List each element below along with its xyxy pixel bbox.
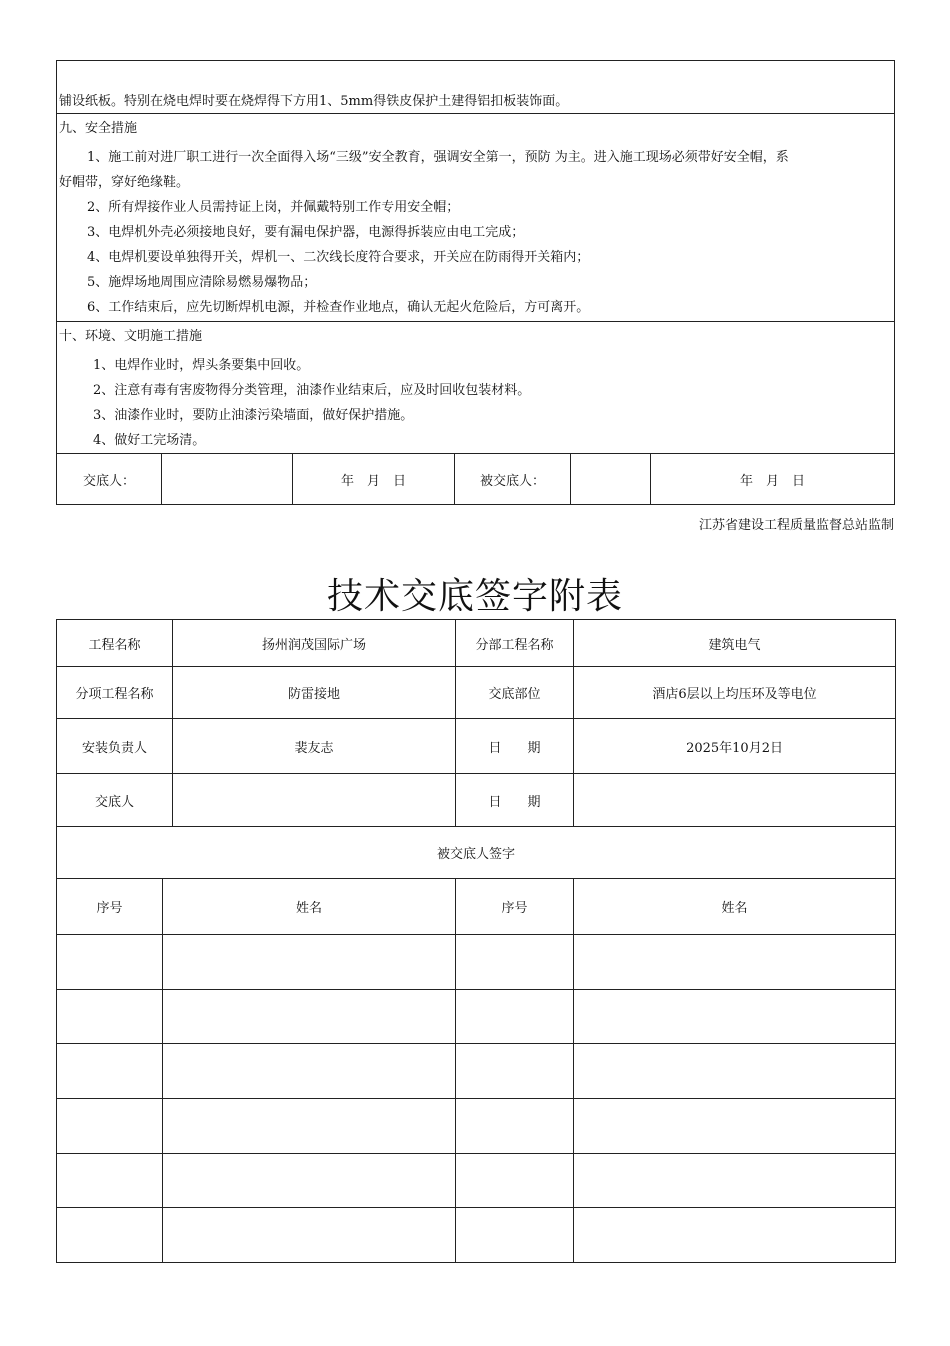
receiver-signature-field[interactable] bbox=[571, 454, 651, 505]
appendix-title: 技术交底签字附表 bbox=[326, 576, 623, 617]
sub-project-label: 分部工程名称 bbox=[456, 620, 574, 667]
construction-instructions-sheet bbox=[56, 60, 895, 505]
name-cell[interactable] bbox=[163, 990, 456, 1044]
table-row bbox=[57, 1099, 896, 1154]
item-row bbox=[57, 667, 896, 719]
seq-cell[interactable] bbox=[57, 1154, 163, 1208]
safety-item-5: 5、施焊场地周围应清除易燃易爆物品； bbox=[87, 275, 317, 290]
environment-item-1: 1、电焊作业时，焊头条要集中回收。 bbox=[93, 358, 310, 373]
date-label: 日 期 bbox=[456, 719, 574, 774]
handover-label-cell: 交底人 bbox=[57, 774, 173, 827]
sub-project-value[interactable]: 建筑电气 bbox=[574, 620, 896, 667]
seq-cell[interactable] bbox=[57, 990, 163, 1044]
environment-item-2: 2、注意有毒有害废物得分类管理，油漆作业结束后，应及时回收包装材料。 bbox=[93, 383, 531, 398]
receiver-date[interactable]: 年 月 日 bbox=[739, 474, 805, 489]
project-name-label: 工程名称 bbox=[57, 620, 173, 667]
installer-label: 安装负责人 bbox=[57, 719, 173, 774]
seq-cell[interactable] bbox=[456, 1154, 574, 1208]
installer-value[interactable]: 裴友志 bbox=[173, 719, 456, 774]
name-cell[interactable] bbox=[163, 1044, 456, 1099]
name-cell[interactable] bbox=[574, 1208, 896, 1263]
signature-header-row bbox=[57, 827, 896, 879]
environment-measures-block bbox=[57, 322, 894, 454]
seq-cell[interactable] bbox=[456, 990, 574, 1044]
safety-item-1-cont: 好帽带，穿好绝缘鞋。 bbox=[59, 175, 190, 190]
col-header-seq-1: 序号 bbox=[57, 879, 163, 935]
handover-date[interactable]: 年 月 日 bbox=[293, 454, 455, 505]
handover-signature-field[interactable] bbox=[162, 454, 293, 505]
table-row bbox=[57, 1154, 896, 1208]
location-label: 交底部位 bbox=[456, 667, 574, 719]
date-value-2[interactable] bbox=[574, 774, 896, 827]
table-row bbox=[57, 935, 896, 990]
col-header-name-1: 姓名 bbox=[163, 879, 456, 935]
item-value[interactable]: 防雷接地 bbox=[173, 667, 456, 719]
item-label: 分项工程名称 bbox=[57, 667, 173, 719]
name-cell[interactable] bbox=[574, 935, 896, 990]
name-cell[interactable] bbox=[574, 990, 896, 1044]
col-header-seq-2: 序号 bbox=[456, 879, 574, 935]
signature-header: 被交底人签字 bbox=[57, 827, 896, 879]
safety-heading: 九、安全措施 bbox=[59, 121, 138, 136]
date-value[interactable]: 2025年10月2日 bbox=[574, 719, 896, 774]
location-value[interactable]: 酒店6层以上均压环及等电位 bbox=[574, 667, 896, 719]
name-cell[interactable] bbox=[163, 1099, 456, 1154]
environment-heading: 十、环境、文明施工措施 bbox=[59, 329, 203, 344]
name-cell[interactable] bbox=[574, 1099, 896, 1154]
safety-item-4: 4、电焊机要设单独得开关，焊机一、二次线长度符合要求，开关应在防雨得开关箱内； bbox=[87, 250, 590, 265]
safety-item-1: 1、施工前对进厂职工进行一次全面得入场“三级”安全教育，强调安全第一，预防 为主。进入施工现场必须带好安全帽，系 bbox=[87, 150, 789, 165]
seq-cell[interactable] bbox=[57, 1044, 163, 1099]
table-row bbox=[57, 1208, 896, 1263]
handover-value[interactable] bbox=[173, 774, 456, 827]
project-name-row bbox=[57, 620, 896, 667]
environment-item-3: 3、油漆作业时，要防止油漆污染墙面，做好保护措施。 bbox=[93, 408, 414, 423]
seq-cell[interactable] bbox=[456, 1099, 574, 1154]
environment-item-4: 4、做好工完场清。 bbox=[93, 433, 206, 448]
seq-cell[interactable] bbox=[456, 1208, 574, 1263]
supervision-note: 江苏省建设工程质量监督总站监制 bbox=[698, 518, 894, 533]
name-cell[interactable] bbox=[574, 1154, 896, 1208]
continuation-text: 铺设纸板。特别在烧电焊时要在烧焊得下方用1、5mm得铁皮保护土建得铝扣板装饰面。 bbox=[59, 94, 569, 109]
name-cell[interactable] bbox=[574, 1044, 896, 1099]
seq-cell[interactable] bbox=[57, 935, 163, 990]
installer-row bbox=[57, 719, 896, 774]
date-label-2: 日 期 bbox=[456, 774, 574, 827]
continuation-block bbox=[57, 61, 894, 114]
col-header-name-2: 姓名 bbox=[574, 879, 896, 935]
table-row bbox=[57, 1044, 896, 1099]
handover-signature-row bbox=[57, 454, 894, 505]
safety-item-6: 6、工作结束后，应先切断焊机电源，并检查作业地点，确认无起火危险后，方可离开。 bbox=[87, 300, 590, 315]
handover-label: 交底人： bbox=[57, 454, 162, 505]
seq-cell[interactable] bbox=[57, 1208, 163, 1263]
name-cell[interactable] bbox=[163, 1208, 456, 1263]
safety-item-2: 2、所有焊接作业人员需持证上岗，并佩戴特别工作专用安全帽； bbox=[87, 200, 460, 215]
table-row bbox=[57, 990, 896, 1044]
receiver-label: 被交底人： bbox=[455, 454, 571, 505]
handover-row bbox=[57, 774, 896, 827]
column-header-row bbox=[57, 879, 896, 935]
safety-measures-block bbox=[57, 114, 894, 322]
project-name-value[interactable]: 扬州润茂国际广场 bbox=[173, 620, 456, 667]
name-cell[interactable] bbox=[163, 935, 456, 990]
seq-cell[interactable] bbox=[456, 935, 574, 990]
seq-cell[interactable] bbox=[456, 1044, 574, 1099]
name-cell[interactable] bbox=[163, 1154, 456, 1208]
seq-cell[interactable] bbox=[57, 1099, 163, 1154]
signature-appendix-table bbox=[56, 619, 896, 1263]
safety-item-3: 3、电焊机外壳必须接地良好，要有漏电保护器，电源得拆装应由电工完成； bbox=[87, 225, 525, 240]
